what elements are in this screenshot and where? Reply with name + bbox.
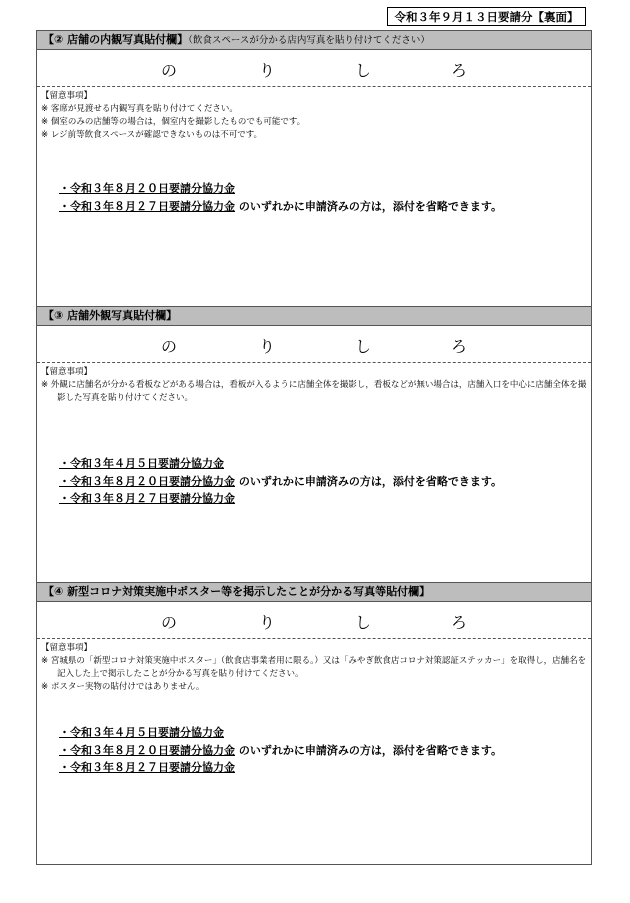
section-header <box>37 306 591 326</box>
omission-note: のいずれかに申請済みの方は，添付を省略できます。 <box>238 199 502 213</box>
notes <box>37 363 591 405</box>
request-date-label: 令和３年９月１３日要請分【裏面】 <box>387 7 586 26</box>
subsidy-item: ・令和３年８月２７日要請分協力金 <box>59 492 235 505</box>
subsidy-item: ・令和３年８月２０日要請分協力金 <box>59 182 235 195</box>
note-item: ※ 客席が見渡せる内観写真を貼り付けてください。 <box>41 104 238 114</box>
notes <box>37 87 591 142</box>
section-title: 【③ 店舗外観写真貼付欄】 <box>43 309 178 322</box>
glue-char: の <box>161 337 178 356</box>
note-item: ※ 外観に店舗名が分かる看板などがある場合は，看板が入るように店舗全体を撮影し，看板などが無い場合は，店舗入口を中心に店舗全体を撮影した写真を貼り付けてください。 <box>41 380 587 403</box>
interior-photo-section <box>37 31 591 215</box>
note-item: ※ 宮城県の「新型コロナ対策実施中ポスター」（飲食店事業者用に限る。）又は「みやぎ飲食店コロナ対策認証ステッカー」を取得し，店舗名を記入した上で掲示したことが分かる写真を貼り付けてください。 <box>41 656 587 679</box>
poster-photo-section <box>37 582 591 777</box>
note-item: ※ 個室のみの店舗等の場合は，個室内を撮影したものでも可能です。 <box>41 117 306 127</box>
glue-char: り <box>259 61 276 80</box>
note-item: ※ レジ前等飲食スペースが確認できないものは不可です。 <box>41 130 263 140</box>
glue-char: の <box>161 613 178 632</box>
glue-char: し <box>355 61 372 80</box>
omission-note: のいずれかに申請済みの方は，添付を省略できます。 <box>238 474 502 488</box>
glue-char: ろ <box>451 613 468 632</box>
exterior-photo-section <box>37 306 591 508</box>
section-header <box>37 31 591 50</box>
glue-char: し <box>355 337 372 356</box>
section-title: 【② 店舗の内観写真貼付欄】 <box>43 33 189 46</box>
subsidy-item: ・令和３年４月５日要請分協力金 <box>59 726 224 739</box>
note-item: ※ ポスター実物の貼付けではありません。 <box>41 682 205 692</box>
glue-char: し <box>355 613 372 632</box>
glue-char: の <box>161 61 178 80</box>
section-header <box>37 582 591 602</box>
section-header-note: （飲食スペースが分かる店内写真を貼り付けてください） <box>188 35 430 46</box>
subsidy-item: ・令和３年８月２７日要請分協力金 のいずれかに申請済みの方は，添付を省略できます。 <box>59 199 502 213</box>
subsidy-list <box>59 180 591 215</box>
notes-title: 【留意事項】 <box>41 643 93 653</box>
subsidy-item: ・令和３年４月５日要請分協力金 <box>59 457 224 470</box>
glue-area <box>37 602 591 639</box>
section-title: 【④ 新型コロナ対策実施中ポスター等を掲示したことが分かる写真等貼付欄】 <box>43 585 431 598</box>
subsidy-list <box>59 724 591 777</box>
glue-char: ろ <box>451 337 468 356</box>
paste-form <box>36 30 592 865</box>
subsidy-item: ・令和３年８月２０日要請分協力金 のいずれかに申請済みの方は，添付を省略できます。 <box>59 743 502 757</box>
notes-title: 【留意事項】 <box>41 91 93 101</box>
glue-char: ろ <box>451 61 468 80</box>
glue-char: り <box>259 613 276 632</box>
glue-area <box>37 50 591 87</box>
subsidy-list <box>59 455 591 508</box>
notes <box>37 639 591 694</box>
subsidy-item: ・令和３年８月２０日要請分協力金 のいずれかに申請済みの方は，添付を省略できます。 <box>59 474 502 488</box>
notes-title: 【留意事項】 <box>41 367 93 377</box>
omission-note: のいずれかに申請済みの方は，添付を省略できます。 <box>238 743 502 757</box>
glue-char: り <box>259 337 276 356</box>
glue-area <box>37 326 591 363</box>
subsidy-item: ・令和３年８月２７日要請分協力金 <box>59 761 235 774</box>
